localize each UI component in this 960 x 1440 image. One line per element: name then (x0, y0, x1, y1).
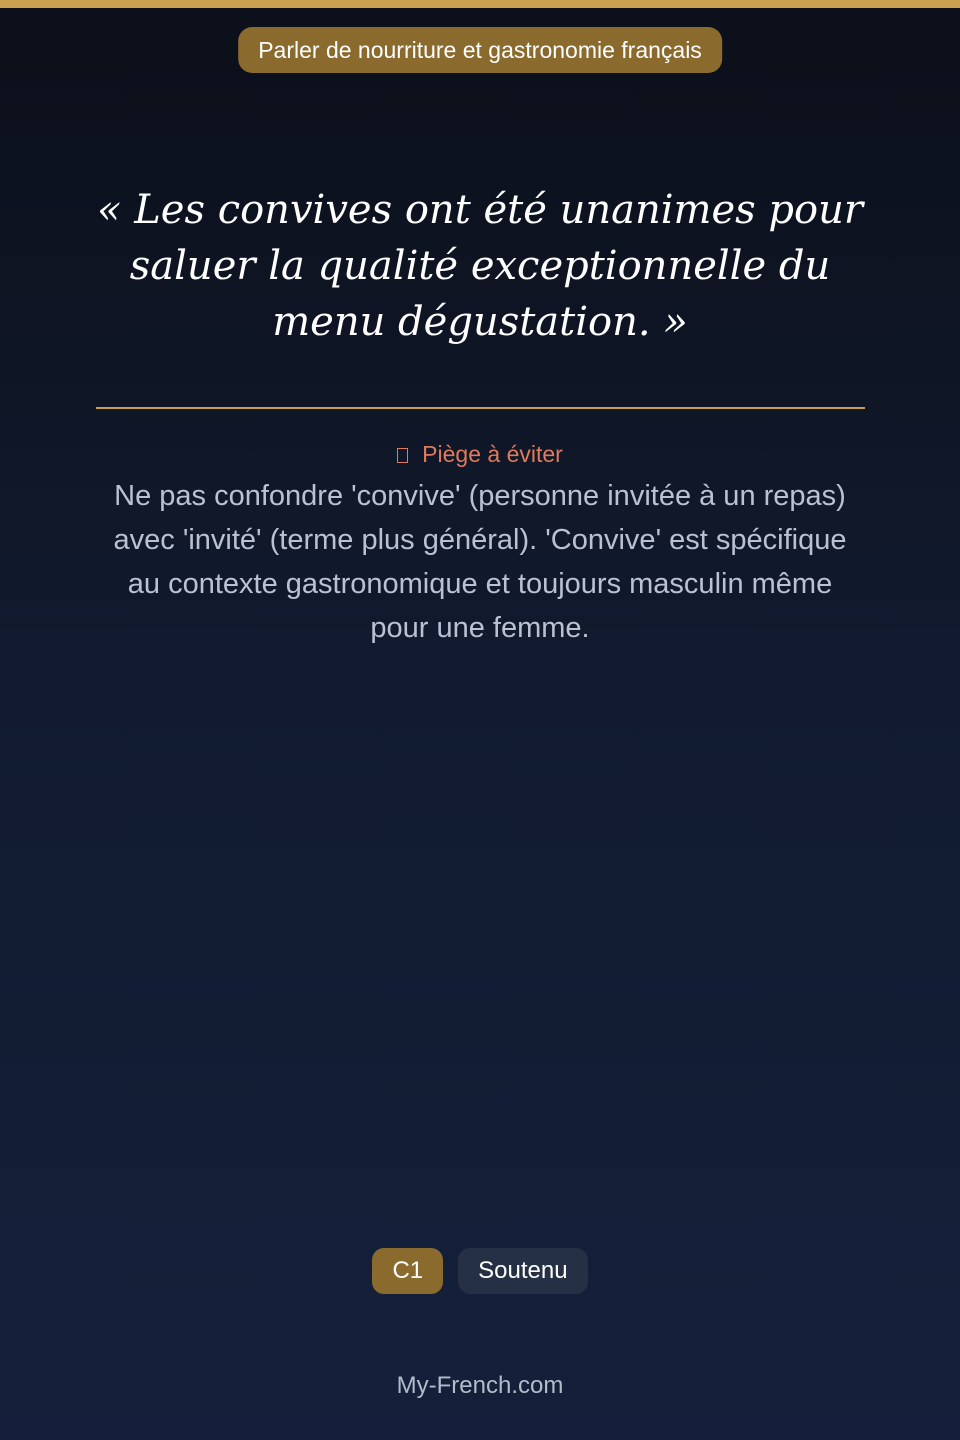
site-footer: My-French.com (396, 1372, 564, 1399)
pitfall-heading (0, 438, 960, 470)
topic-badge: Parler de nourriture et gastronomie français (238, 27, 722, 73)
pitfall-explanation: Ne pas confondre 'convive' (personne invitée à un repas) avec 'invité' (terme plus général). 'Convive' est spécifique au contexte gastronomique et toujours masculin même pour une femme. (113, 480, 847, 644)
pitfall-title: Piège à éviter (422, 441, 563, 467)
warning-icon (397, 448, 408, 463)
divider (96, 407, 865, 409)
level-badge: C1 (372, 1248, 443, 1294)
register-badge: Soutenu (458, 1248, 587, 1294)
tag-row (0, 1248, 960, 1294)
example-quote: « Les convives ont été unanimes pour saluer la qualité exceptionnelle du menu dégustation. » (97, 187, 863, 345)
top-accent-bar (0, 0, 960, 8)
